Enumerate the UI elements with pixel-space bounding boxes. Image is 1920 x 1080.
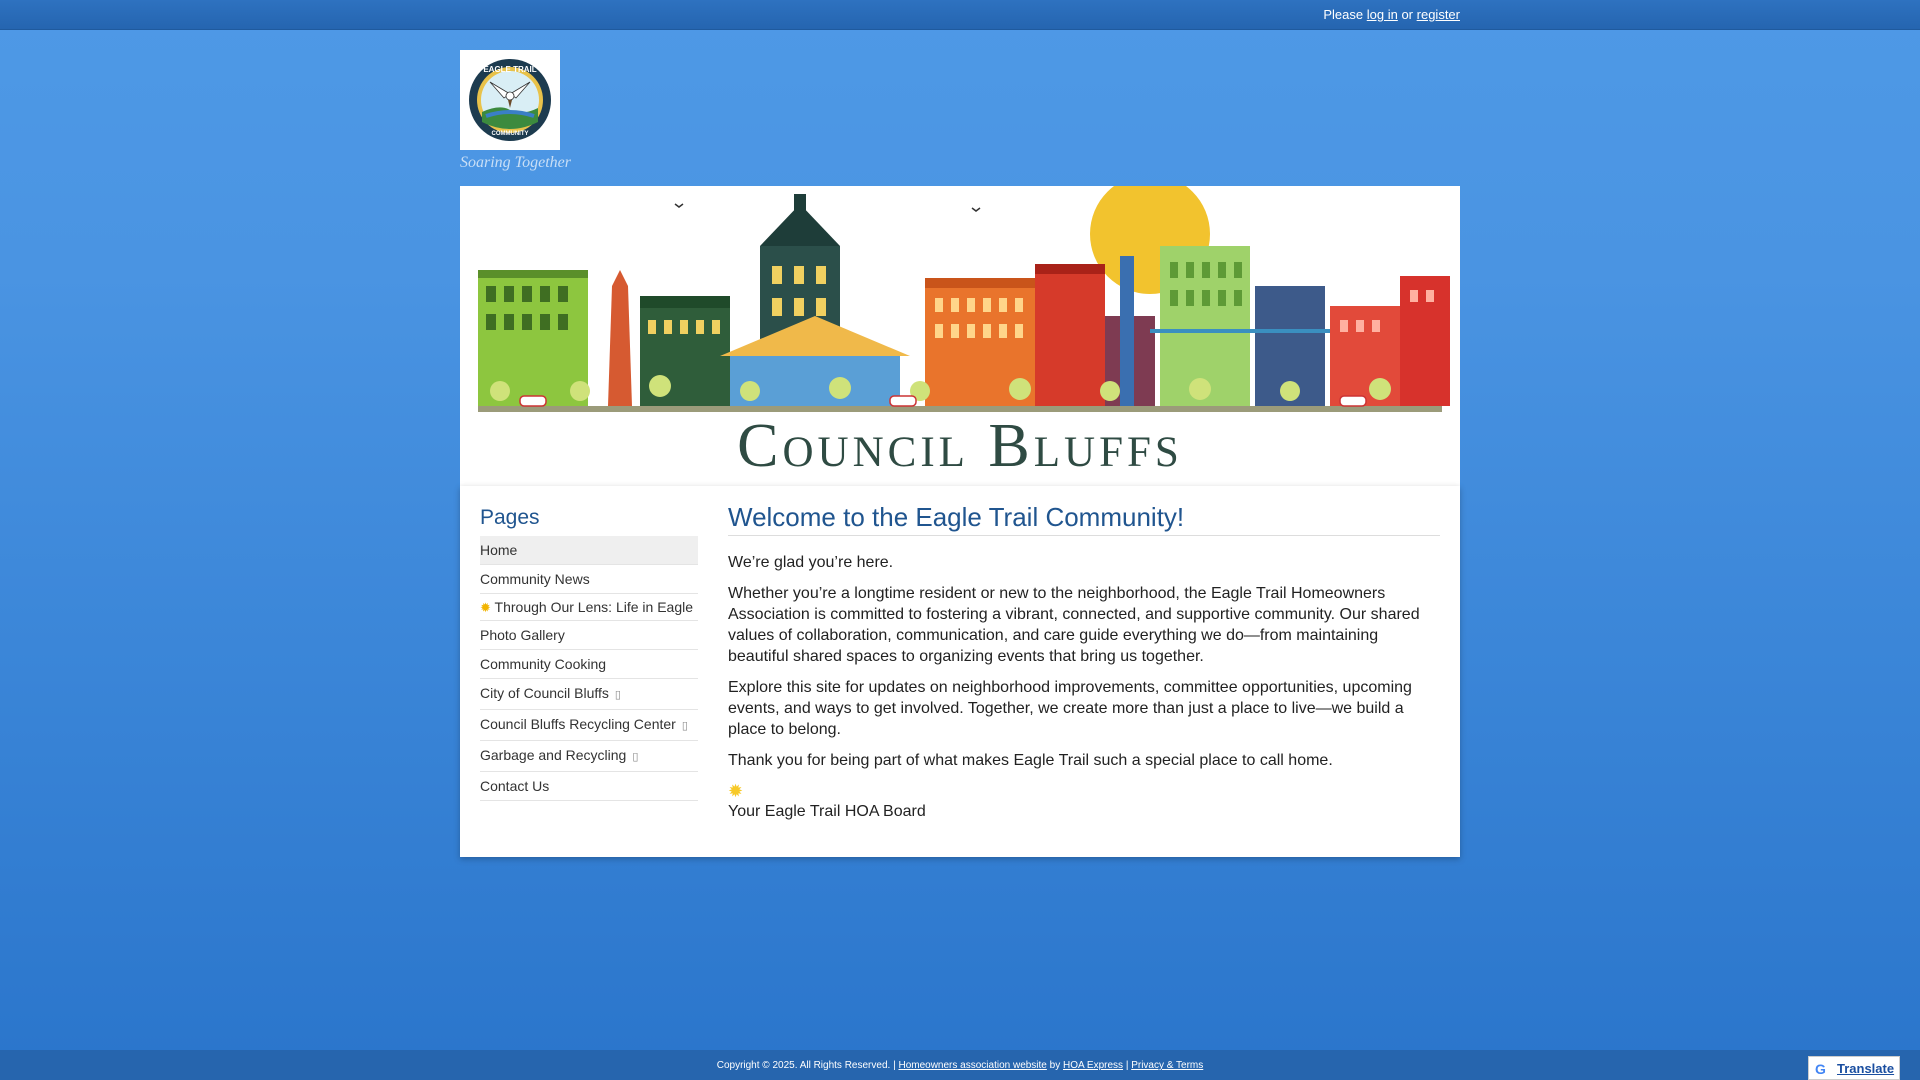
sidebar-item-through-our-lens[interactable] [480, 594, 698, 621]
sidebar-item-contact-us[interactable] [480, 772, 698, 801]
footer-hoa-website-link[interactable]: Homeowners association website [898, 1060, 1047, 1071]
main-content [728, 502, 1440, 832]
sidebar-item-garbage-and-recycling[interactable] [480, 741, 698, 772]
sidebar-item-label: Through Our Lens: Life in Eagle [494, 599, 694, 615]
header-banner [460, 186, 1460, 486]
sidebar-item-recycling-center[interactable] [480, 710, 698, 741]
eagle-logo-icon [460, 50, 560, 150]
signature: Your Eagle Trail HOA Board [728, 803, 926, 820]
footer-separator: | [893, 1060, 896, 1071]
sidebar-item-label: Council Bluffs Recycling Center [480, 716, 676, 732]
sidebar-item-city-of-council-bluffs[interactable] [480, 679, 698, 710]
body-paragraph-1: Whether you’re a longtime resident or new to the neighborhood, the Eagle Trail Homeowners Association is committed to fostering a vibrant, connected, and supportive community. Our shared values of collaboration, communication, and care guide everything we do—from maintaining beautiful shared spaces to organizing events that bring us together. [728, 585, 1420, 665]
auth-links [1323, 7, 1460, 22]
page-title: Welcome to the Eagle Trail Community! [728, 502, 1440, 536]
footer-privacy-link[interactable]: Privacy & Terms [1131, 1060, 1204, 1071]
sidebar-item-community-news[interactable] [480, 565, 698, 594]
sidebar-item-label: Home [480, 542, 518, 558]
external-link-icon: ▯ [614, 689, 621, 701]
body-paragraph-2: Explore this site for updates on neighborhood improvements, committee opportunities, upcoming events, and ways to get involved. Together, we create more than just a place to live—we build a place to belong. [728, 679, 1412, 738]
sidebar-nav [480, 536, 698, 801]
sidebar [480, 506, 698, 801]
sidebar-item-community-cooking[interactable] [480, 650, 698, 679]
logo-text-top: EAGLE TRAIL [483, 65, 537, 74]
intro-paragraph: We’re glad you’re here. [728, 554, 894, 571]
body-paragraph-3: Thank you for being part of what makes Eagle Trail such a special place to call home. [728, 752, 1333, 769]
auth-prefix: Please [1323, 7, 1364, 22]
sidebar-item-label: Community Cooking [480, 656, 607, 672]
sidebar-item-label: Garbage and Recycling [480, 747, 627, 763]
google-g-icon: G [1815, 1061, 1826, 1077]
banner-title: Council Bluffs [737, 412, 1183, 480]
footer [0, 1050, 1920, 1080]
top-bar [0, 0, 1920, 30]
logo-text-bottom: COMMUNITY [491, 131, 529, 137]
sidebar-item-label: City of Council Bluffs [480, 685, 609, 701]
sun-icon: ✹ [728, 781, 744, 801]
sidebar-item-label: Contact Us [480, 778, 550, 794]
sun-icon: ✹ [480, 600, 491, 615]
sidebar-item-label: Photo Gallery [480, 627, 565, 643]
external-link-icon: ▯ [681, 720, 688, 732]
site-logo[interactable] [460, 50, 560, 150]
sidebar-item-home[interactable] [480, 536, 698, 565]
register-link[interactable]: register [1416, 7, 1460, 22]
translate-button[interactable] [1808, 1056, 1900, 1080]
footer-separator: | [1125, 1060, 1129, 1071]
footer-hoa-express-link[interactable]: HOA Express [1063, 1060, 1124, 1071]
site-tagline: Soaring Together [460, 154, 571, 171]
translate-label: Translate [1837, 1061, 1895, 1076]
login-link[interactable]: log in [1366, 7, 1398, 22]
sidebar-item-photo-gallery[interactable] [480, 621, 698, 650]
footer-copyright: Copyright © 2025. All Rights Reserved. [716, 1060, 891, 1071]
footer-by: by [1049, 1060, 1061, 1071]
sidebar-heading: Pages [480, 506, 540, 529]
auth-or: or [1401, 7, 1414, 22]
sidebar-item-label: Community News [480, 571, 590, 587]
external-link-icon: ▯ [632, 751, 639, 763]
content-panel [460, 486, 1460, 857]
